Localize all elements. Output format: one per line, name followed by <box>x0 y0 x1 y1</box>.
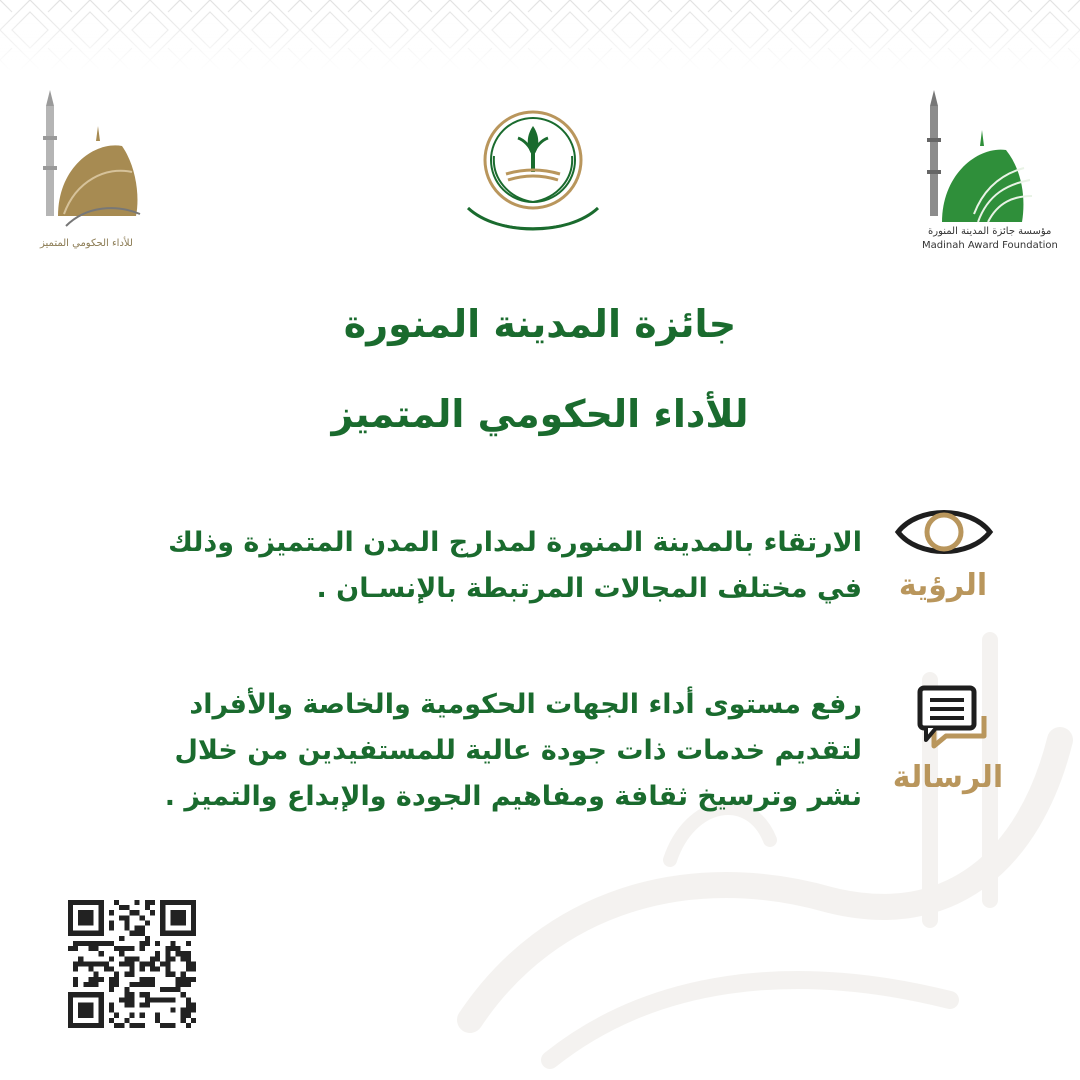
qr-code-icon[interactable] <box>68 900 196 1028</box>
mission-label: الرسالة <box>892 760 1004 795</box>
mission-line: رفع مستوى أداء الجهات الحكومية والخاصة والأفراد <box>189 689 862 720</box>
right-logo-caption-ar: مؤسسة جائزة المدينة المنورة <box>928 226 1052 237</box>
left-logo-caption: للأداء الحكومي المتميز <box>40 238 133 249</box>
right-logo-caption-en: Madinah Award Foundation <box>922 240 1058 251</box>
award-title-line1: جائزة المدينة المنورة <box>343 302 737 346</box>
message-icon <box>916 684 992 754</box>
vision-label: الرؤية <box>898 568 988 603</box>
top-pattern-band <box>0 0 1080 70</box>
madinah-award-gold-logo <box>36 86 146 256</box>
eye-icon <box>894 502 994 562</box>
mission-line: لتقديم خدمات ذات جودة عالية للمستفيدين من خلال <box>174 735 862 766</box>
calligraphy-watermark <box>430 600 1080 1080</box>
mission-line: نشر وترسيخ ثقافة ومفاهيم الجودة والإبداع والتميز . <box>164 781 862 812</box>
vision-line: الارتقاء بالمدينة المنورة لمدارج المدن المتميزة وذلك <box>168 527 862 558</box>
award-title-line2: للأداء الحكومي المتميز <box>331 392 749 436</box>
vision-text <box>82 520 862 612</box>
ministry-emblem-logo <box>458 108 608 238</box>
vision-line: في مختلف المجالات المرتبطة بالإنسـان . <box>316 573 862 604</box>
mission-text <box>82 682 862 820</box>
